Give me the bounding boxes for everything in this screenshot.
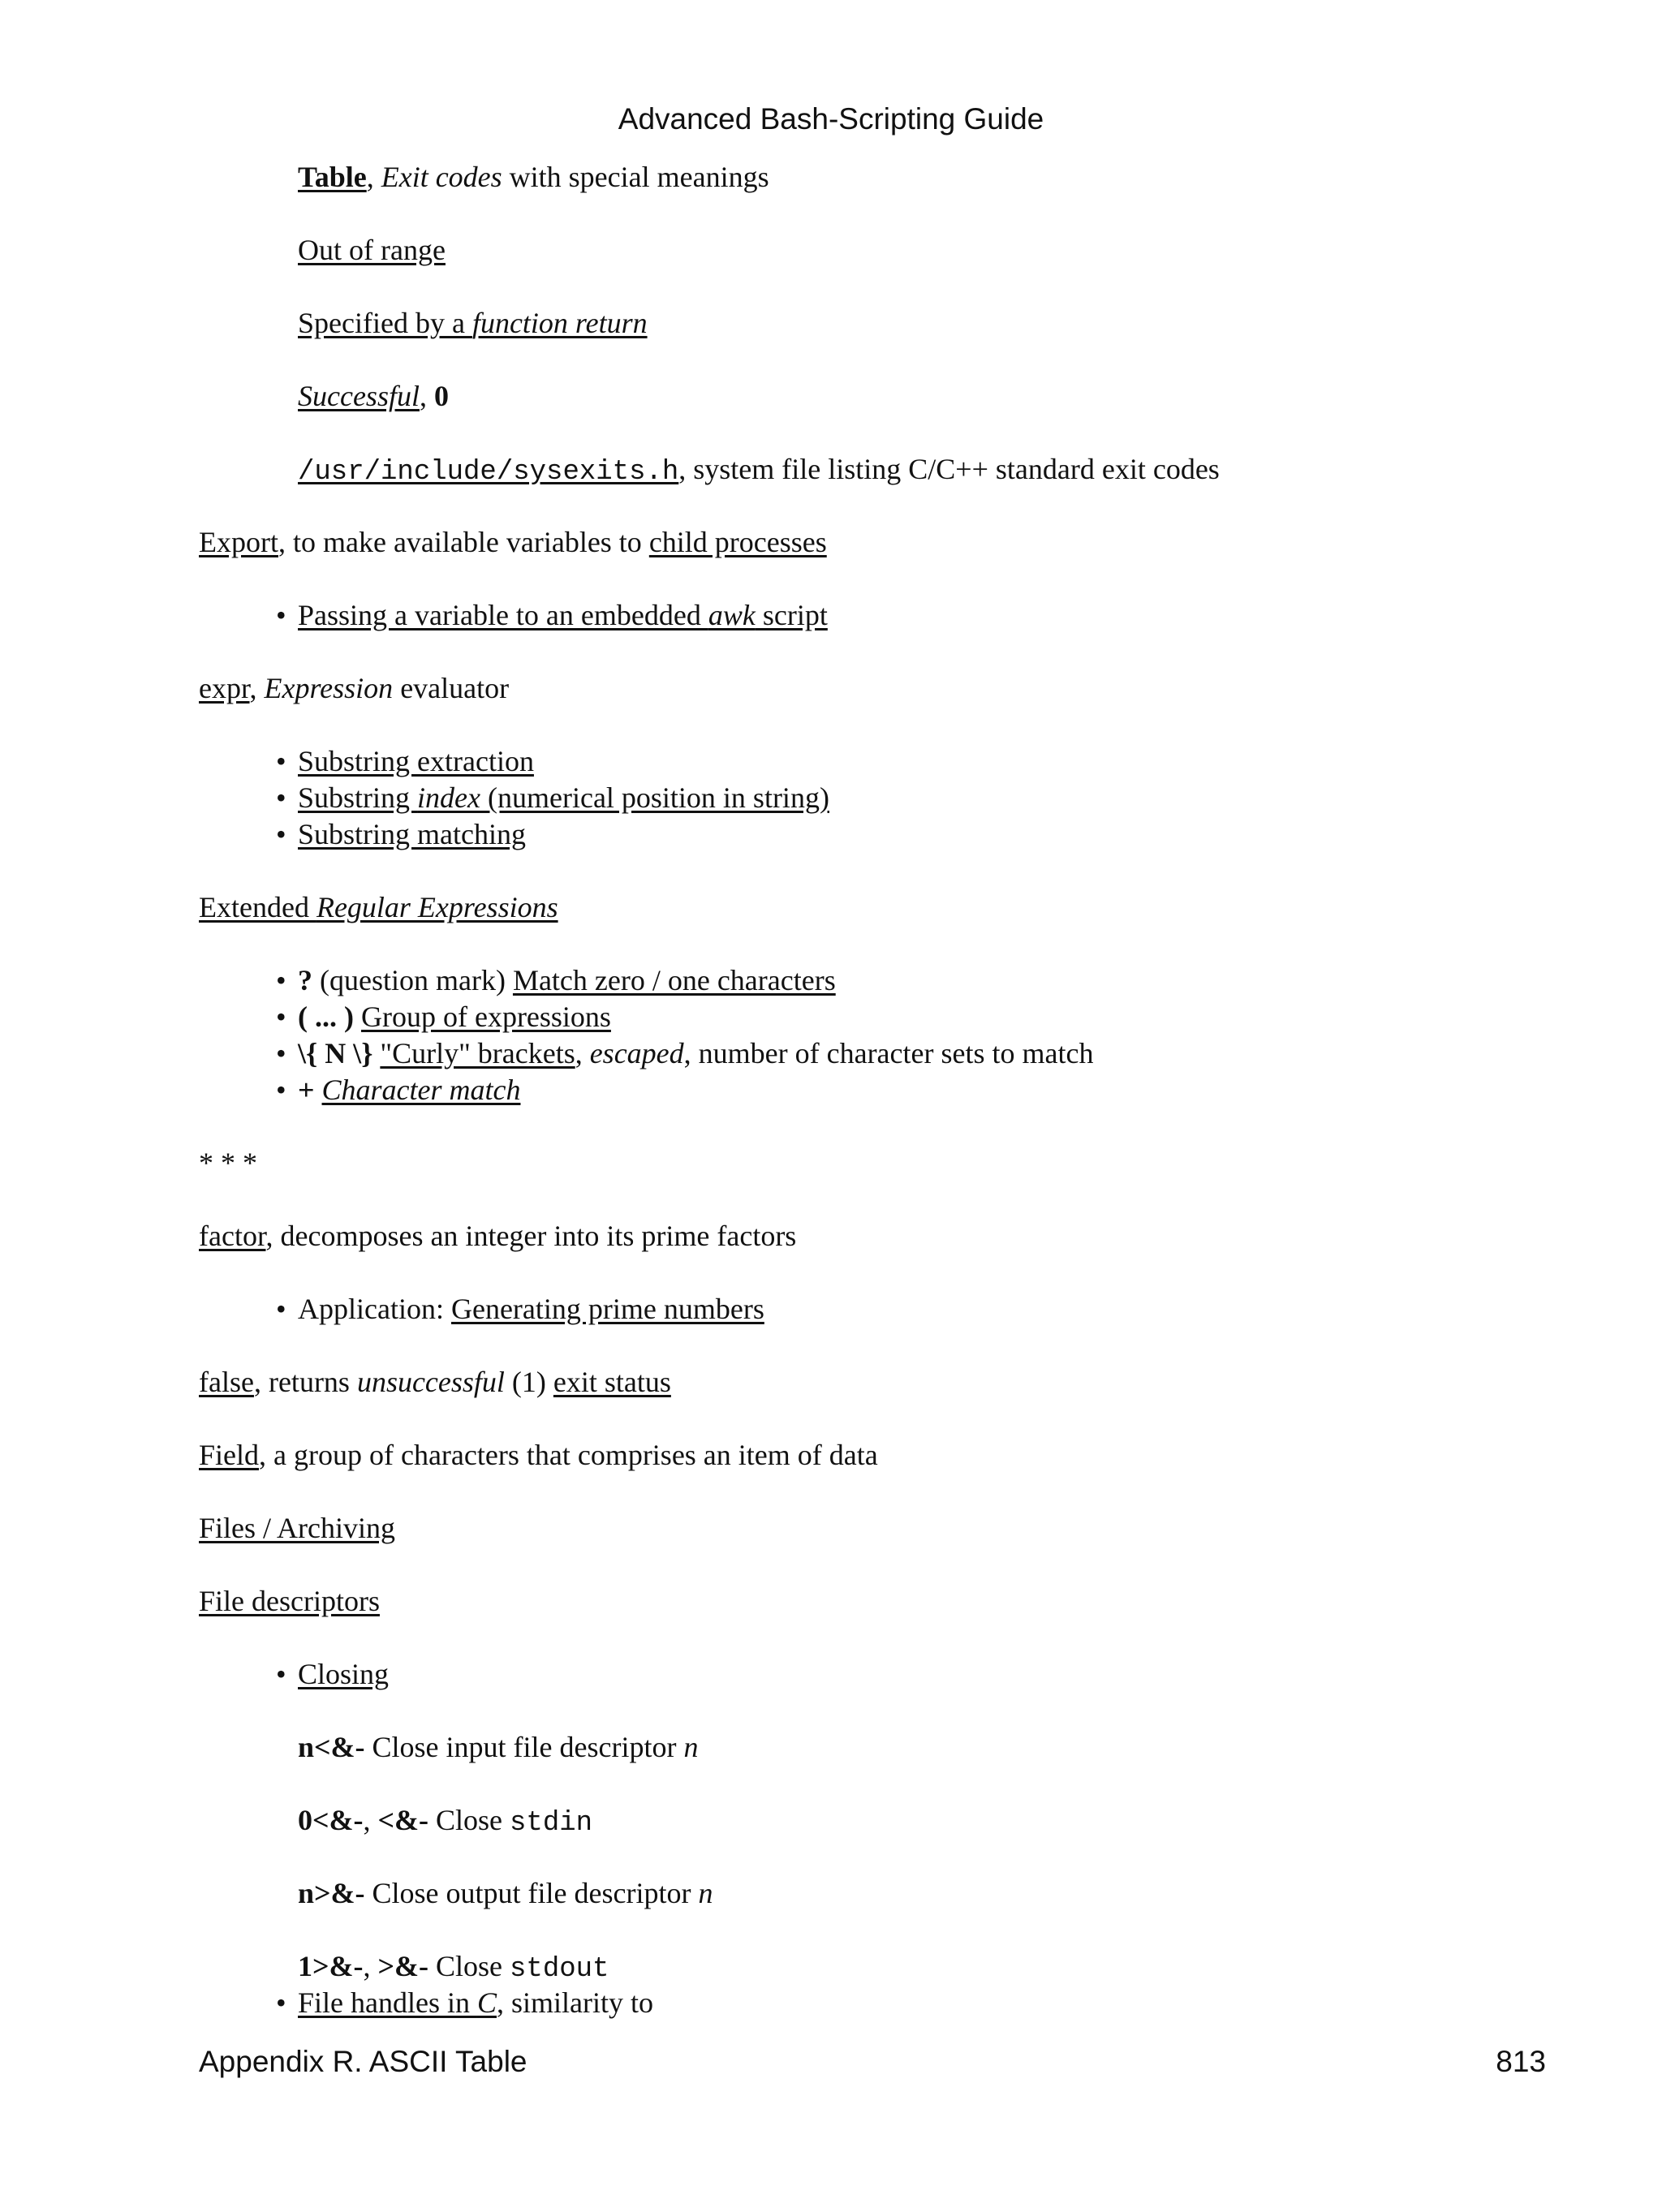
function-return-link[interactable]: Specified by a function return — [298, 307, 648, 339]
entry-specified-by-function-return — [199, 305, 1578, 342]
entry-file-descriptors — [199, 1583, 1578, 1620]
export-link[interactable]: Export — [199, 526, 278, 558]
curly-brackets-link[interactable]: "Curly" brackets — [380, 1037, 575, 1069]
entry-false: false, returns unsuccessful (1) exit status — [199, 1366, 671, 1398]
entry-extended-regex — [199, 889, 1578, 926]
entry-sysexits: /usr/include/sysexits.h, system file listing C/C++ standard exit codes — [298, 453, 1220, 488]
entry-field: Field, a group of characters that comprises an item of data — [199, 1439, 878, 1471]
list-item — [199, 1656, 1578, 1693]
generating-primes-link[interactable]: Generating prime numbers — [450, 1293, 764, 1325]
close-input-fd: n<&- Close input file descriptor n — [298, 1731, 699, 1763]
list-item — [199, 743, 1578, 780]
list-item: • Application: Generating prime numbers — [199, 1291, 1578, 1328]
entry-out-of-range — [199, 232, 1578, 269]
list-item: • ? (question mark) Match zero / one characters — [199, 962, 1578, 999]
file-handles-c-link[interactable]: File handles in C — [298, 1986, 497, 2019]
entry-exit-codes-table: Table, Exit codes with special meanings — [298, 161, 769, 193]
false-link[interactable]: false — [199, 1366, 254, 1398]
bullet-icon: • — [276, 1037, 286, 1069]
bullet-icon: • — [276, 745, 286, 777]
character-match-link[interactable]: Character match — [321, 1074, 521, 1106]
bullet-icon: • — [276, 1293, 286, 1325]
table-link[interactable]: Table — [298, 161, 367, 193]
exit-status-link[interactable]: exit status — [553, 1366, 671, 1398]
bullet-icon: • — [276, 964, 286, 996]
bullet-icon: • — [276, 599, 286, 631]
entry-expr: expr, Expression evaluator — [199, 672, 510, 704]
field-link[interactable]: Field — [199, 1439, 260, 1471]
file-descriptors-link[interactable]: File descriptors — [199, 1585, 380, 1617]
footer-chapter: Appendix R. ASCII Table — [199, 2045, 527, 2078]
substring-extraction-link[interactable]: Substring extraction — [298, 745, 534, 777]
entry-files-archiving — [199, 1510, 1578, 1547]
files-archiving-link[interactable]: Files / Archiving — [199, 1512, 395, 1544]
page-footer — [199, 2045, 1546, 2079]
page-number: 813 — [1496, 2045, 1546, 2078]
substring-index-link[interactable]: Substring index (numerical position in string) — [298, 781, 829, 814]
out-of-range-link[interactable]: Out of range — [298, 234, 446, 266]
close-stdin: 0<&-, <&- Close stdin — [298, 1804, 593, 1839]
child-processes-link[interactable]: child processes — [648, 526, 827, 558]
entry-export: Export, to make available variables to child processes — [199, 526, 827, 558]
bullet-icon: • — [276, 1074, 286, 1106]
substring-matching-link[interactable]: Substring matching — [298, 818, 526, 850]
bullet-icon: • — [276, 781, 286, 814]
close-stdout: 1>&-, >&- Close stdout — [298, 1950, 609, 1985]
successful-link[interactable]: Successful — [298, 380, 420, 412]
list-item — [199, 780, 1578, 816]
extended-regex-link[interactable]: Extended Regular Expressions — [199, 891, 558, 923]
entry-successful: Successful, 0 — [298, 380, 449, 412]
close-output-fd: n>&- Close output file descriptor n — [298, 1877, 713, 1909]
bullet-icon: • — [276, 1658, 286, 1690]
bullet-icon: • — [276, 818, 286, 850]
bullet-icon: • — [276, 1986, 286, 2019]
list-item — [199, 816, 1578, 853]
closing-link[interactable]: Closing — [298, 1658, 390, 1690]
index-content — [199, 159, 1578, 2021]
match-zero-one-link[interactable]: Match zero / one characters — [512, 964, 836, 996]
list-item: • File handles in C, similarity to — [199, 1985, 1578, 2021]
list-item: • + Character match — [199, 1072, 1578, 1108]
page-header: Advanced Bash-Scripting Guide — [618, 102, 1044, 136]
expr-link[interactable]: expr — [199, 672, 250, 704]
bullet-icon: • — [276, 1001, 286, 1033]
entry-factor: factor, decomposes an integer into its prime factors — [199, 1220, 797, 1252]
list-item — [199, 597, 1578, 634]
sysexits-link[interactable]: /usr/include/sysexits.h — [298, 457, 679, 488]
factor-link[interactable]: factor — [199, 1220, 266, 1252]
section-separator: * * * — [199, 1147, 257, 1179]
list-item: • ( ... ) Group of expressions — [199, 999, 1578, 1035]
group-of-expressions-link[interactable]: Group of expressions — [360, 1001, 611, 1033]
list-item: • \{ N \} "Curly" brackets, escaped, number of character sets to match — [199, 1035, 1578, 1072]
awk-script-link[interactable]: Passing a variable to an embedded awk script — [298, 599, 828, 631]
